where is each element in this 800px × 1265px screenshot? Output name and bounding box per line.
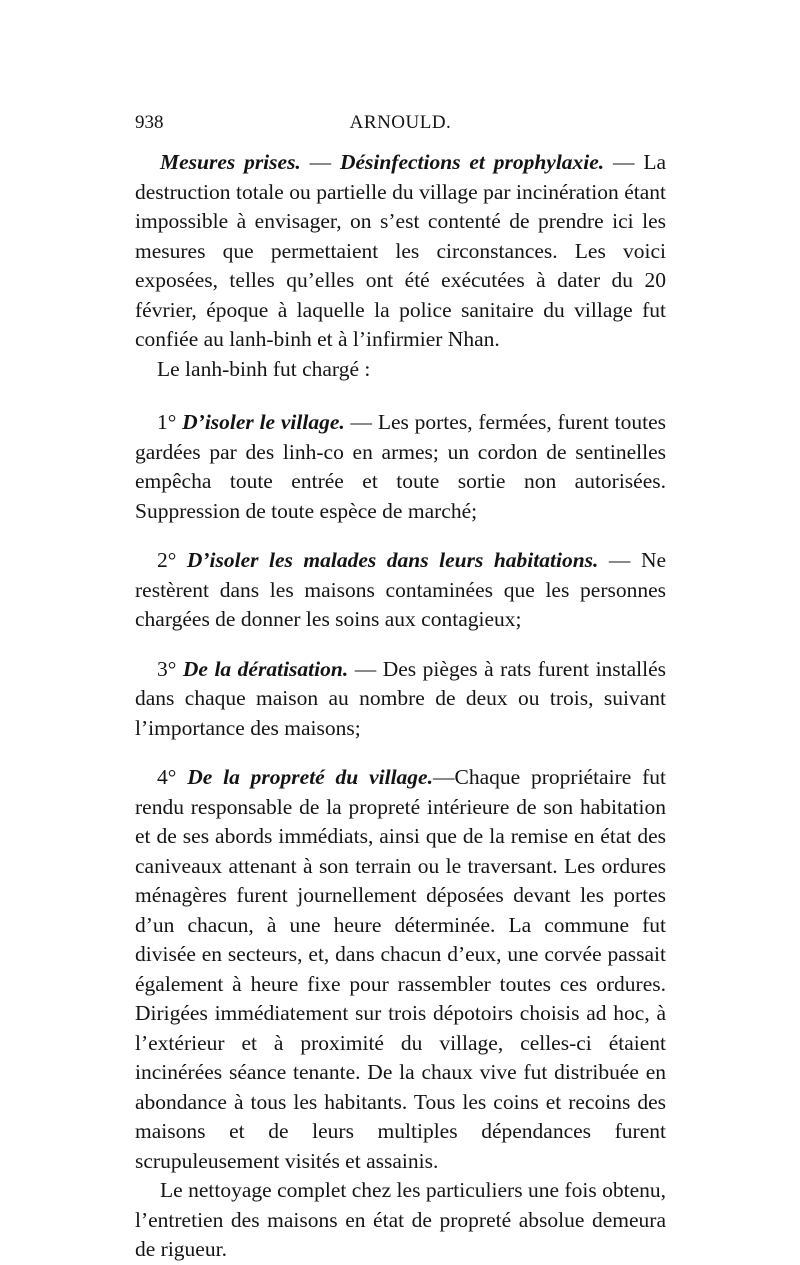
intro-lead-measures: Mesures prises. (160, 150, 301, 174)
item-number: 1° (157, 410, 177, 434)
closing-paragraph: Le nettoyage complet chez les particuliers une fois obtenu, l’entretien des maisons en état de propreté absolue demeura de rigueur. (135, 1178, 666, 1261)
item-number: 3° (157, 656, 177, 681)
intro-paragraph: Mesures prises. — Désinfections et prophylaxie. — La destruction totale ou partielle du village par incinération étant impossible à envisager, on s’est contenté de prendre ici les mesures que permettaient les circonstances. Les voici exposées, telles qu’elles ont été exécutées à dater du 20 février, époque à laquelle la police sanitaire du village fut confiée au lanh-binh et à l’infirmier Nhan. (135, 150, 666, 351)
list-item: 4° De la propreté du village.—Chaque propriétaire fut rendu responsable de la propreté intérieure de son habitation et de ses abords immédiats, ainsi que de la remise en état des caniveaux attenant à son terrain ou le traversant. Les ordures ménagères furent journellement déposées devant les portes d’un chacun, à une heure déterminée. La commune fut divisée en secteurs, et, dans chacun d’eux, une corvée passait également à heure fixe pour rassembler toutes ces ordures. Dirigées immédiatement sur trois dépotoirs choisis ad hoc, à l’extérieur et à proximité du village, celles-ci étaient incinérées séance tenante. De la chaux vive fut distribuée en abondance à tous les habitants. Tous les coins et recoins des maisons et de leurs multiples dépendances furent scrupuleusement visités et assainis. (135, 765, 666, 1173)
list-item: 2° D’isoler les malades dans leurs habitations. — Ne restèrent dans les maisons contaminées que les personnes chargées de donner les soins aux contagieux; (135, 548, 667, 631)
item-text: Ne restèrent dans les maisons contaminées que les personnes chargées de donner les soins aux contagieux; (135, 548, 667, 631)
page-header (135, 112, 666, 136)
item-text: Les portes, fermées, furent toutes gardées par des linh-co en armes; un cordon de sentinelles empêcha toute entrée et toute sortie non autorisées. Suppression de toute espèce de marché; (135, 410, 667, 523)
item-title: De la dératisation. (182, 656, 349, 681)
list-item: 1° D’isoler le village. — Les portes, fermées, furent toutes gardées par des linh-co en armes; un cordon de sentinelles empêcha toute entrée et toute sortie non autorisées. Suppression de toute espèce de marché; (135, 410, 667, 523)
intro-lead-disinfections: Désinfections et prophylaxie. (339, 150, 605, 174)
item-number: 2° (157, 548, 177, 572)
list-item: 3° De la dératisation. — Des pièges à rats furent installés dans chaque maison au nombre de deux ou trois, suivant l’importance des maisons; (135, 656, 667, 740)
item-title: D’isoler le village. (182, 410, 345, 434)
intro-text: La destruction totale ou partielle du village par incinération étant impossible à envisager, on s’est contenté de prendre ici les mesures que permettaient les circonstances. Les voici exposées, telles qu’elles ont été exécutées à dater du 20 février, époque à laquelle la police sanitaire du village fut confiée au lanh-binh et à l’infirmier Nhan. (135, 150, 666, 351)
running-head: ARNOULD. (349, 112, 452, 133)
item-number: 4° (157, 765, 177, 789)
body-text (135, 148, 666, 1265)
item-title: D’isoler les malades dans leurs habitations. (186, 548, 599, 572)
item-title: De la propreté du village. (187, 765, 433, 789)
item-text: Des pièges à rats furent installés dans chaque maison au nombre de deux ou trois, suivant l’importance des maisons; (135, 656, 667, 740)
page-number: 938 (135, 112, 164, 133)
charge-line: Le lanh-binh fut chargé : (157, 356, 371, 381)
item-text: Chaque propriétaire fut rendu responsable de la propreté intérieure de son habitation et de ses abords immédiats, ainsi que de la remise en état des caniveaux attenant à son terrain ou le traversant. Les ordures ménagères furent journellement déposées devant les portes d’un chacun, à une heure déterminée. La commune fut divisée en secteurs, et, dans chacun d’eux, une corvée passait également à heure fixe pour rassembler toutes ces ordures. Dirigées immédiatement sur trois dépotoirs choisis ad hoc, à l’extérieur et à proximité du village, celles-ci étaient incinérées séance tenante. De la chaux vive fut distribuée en abondance à tous les habitants. Tous les coins et recoins des maisons et de leurs multiples dépendances furent scrupuleusement visités et assainis. (135, 765, 666, 1173)
